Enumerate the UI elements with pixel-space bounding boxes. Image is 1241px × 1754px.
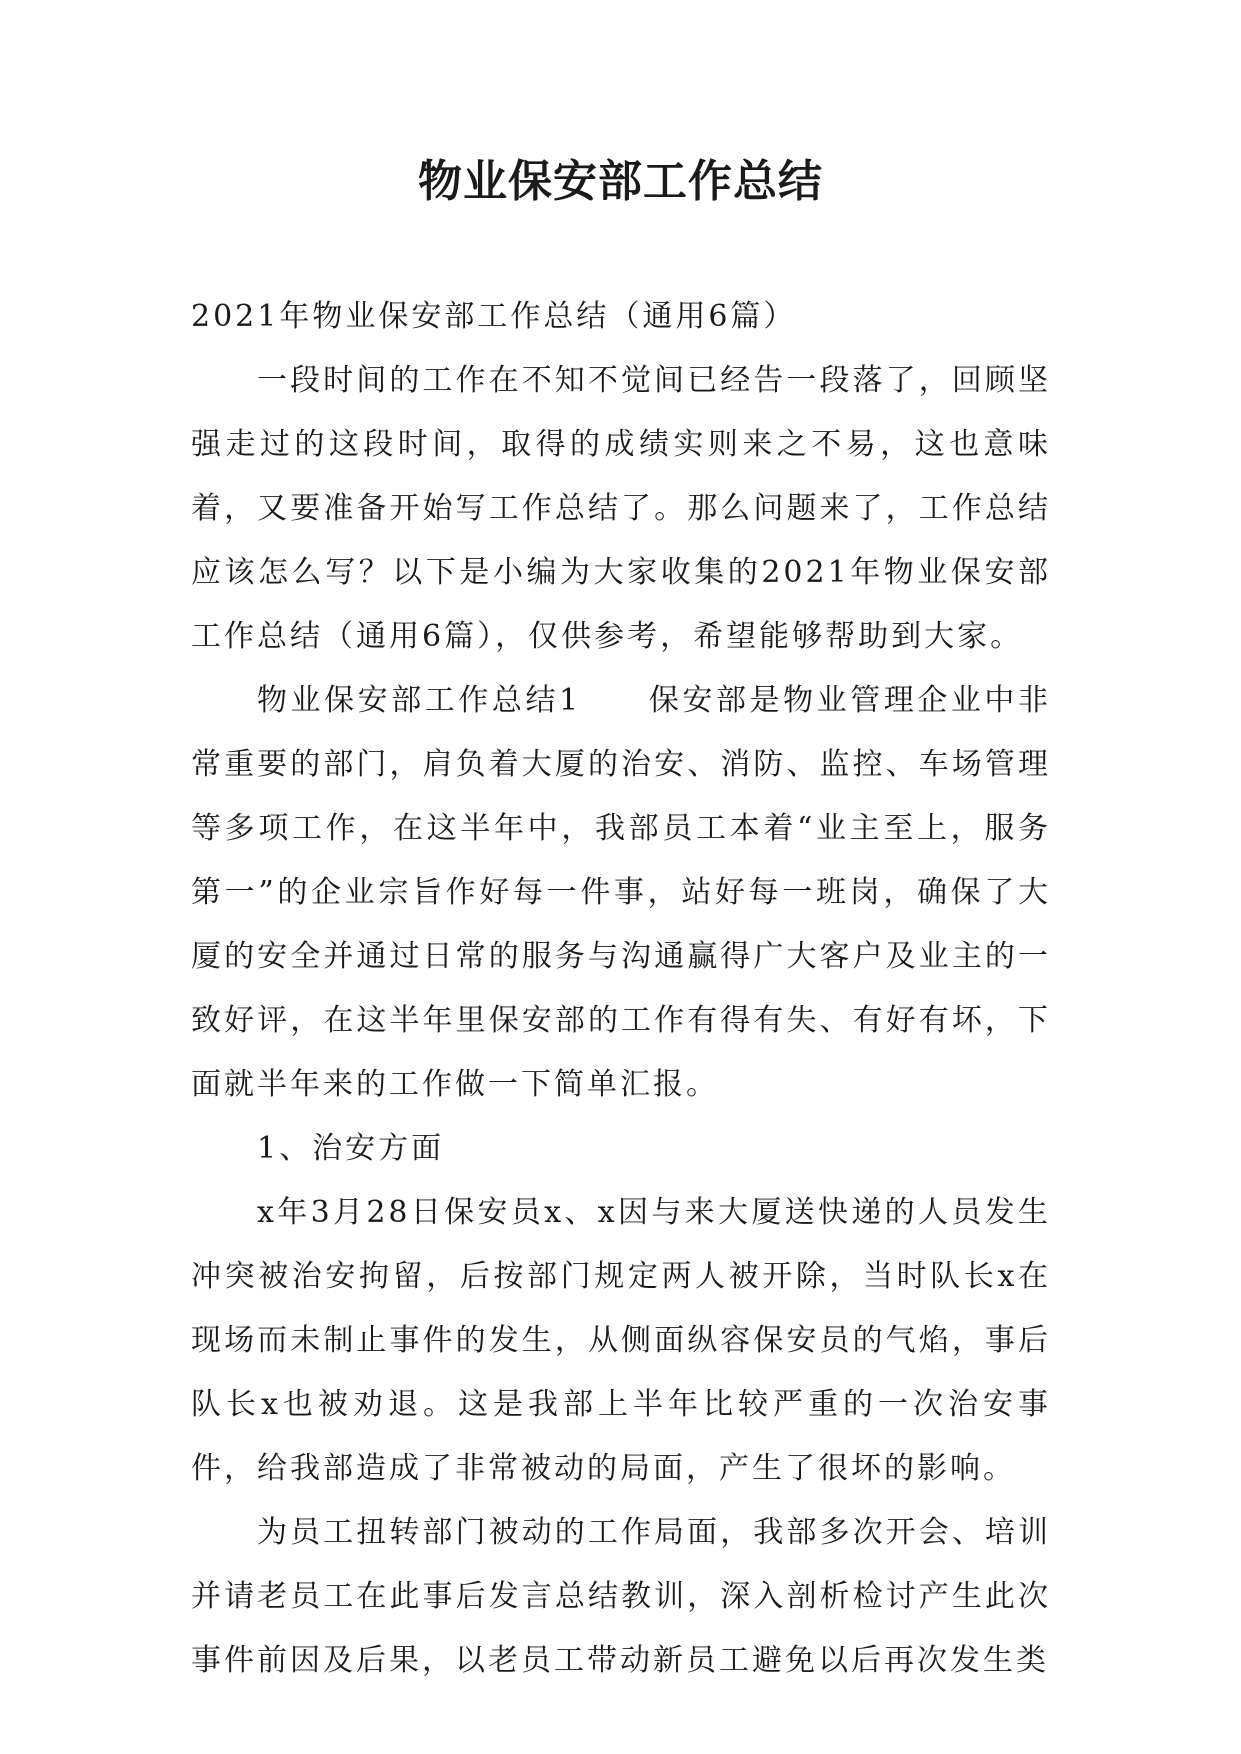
document-title: 物业保安部工作总结 <box>418 156 823 207</box>
section-heading-security: 1、治安方面 <box>257 1131 445 1166</box>
document-subtitle: 2021年物业保安部工作总结（通用6篇） <box>191 299 797 334</box>
paragraph-summary-1: 物业保安部工作总结1 保安部是物业管理企业中非常重要的部门，肩负着大厦的治安、消防、监控、车场管理等多项工作，在这半年中，我部员工本着“业主至上，服务第一”的企业宗旨作好每一件事，站好每一班岗，确保了大厦的安全并通过日常的服务与沟通赢得广大客户及业主的一致好评，在这半年里保安部的工作有得有失、有好有坏，下面就半年来的工作做一下简单汇报。 <box>191 683 1051 1102</box>
paragraph-intro: 一段时间的工作在不知不觉间已经告一段落了，回顾坚强走过的这段时间，取得的成绩实则来之不易，这也意味着，又要准备开始写工作总结了。那么问题来了，工作总结应该怎么写？以下是小编为大家收集的2021年物业保安部工作总结（通用6篇），仅供参考，希望能够帮助到大家。 <box>191 363 1051 654</box>
document-body <box>191 285 1051 1693</box>
paragraph-response: 为员工扭转部门被动的工作局面，我部多次开会、培训并请老员工在此事后发言总结教训，深入剖析检讨产生此次事件前因及后果，以老员工带动新员工避免以后再次发生类 <box>191 1515 1051 1678</box>
paragraph-incident: x年3月28日保安员x、x因与来大厦送快递的人员发生冲突被治安拘留，后按部门规定两人被开除，当时队长x在现场而未制止事件的发生，从侧面纵容保安员的气焰，事后队长x也被劝退。这是我部上半年比较严重的一次治安事件，给我部造成了非常被动的局面，产生了很坏的影响。 <box>191 1195 1051 1486</box>
